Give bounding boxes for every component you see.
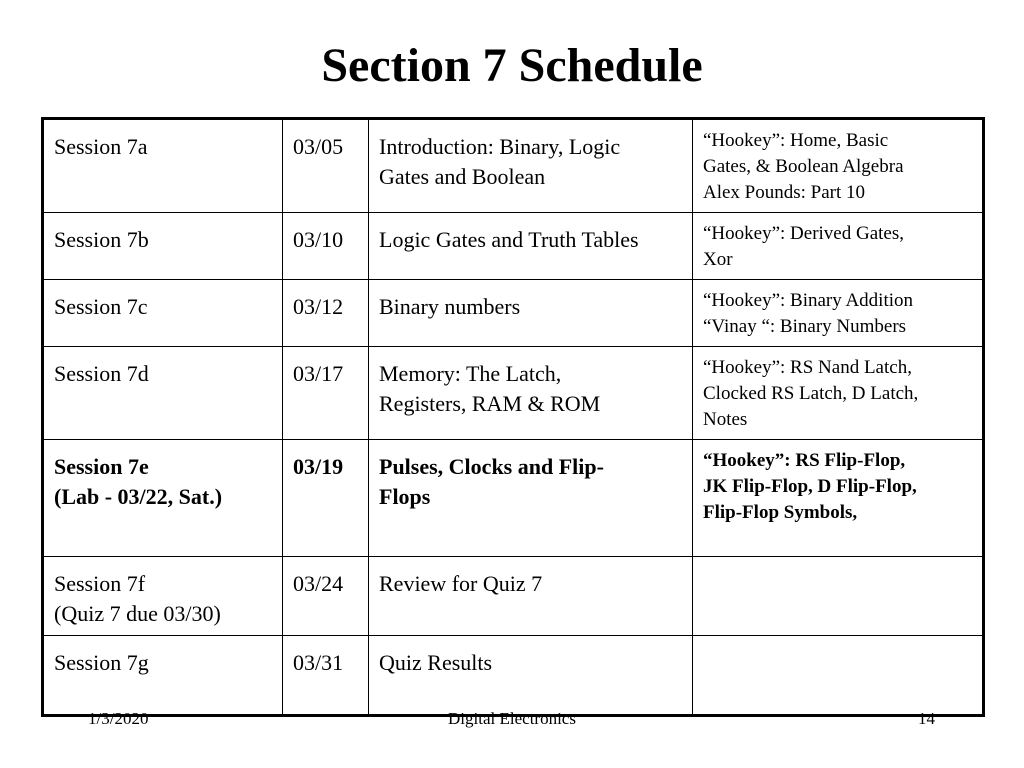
slide-title: Section 7 Schedule	[321, 39, 703, 92]
topic-cell: Review for Quiz 7	[369, 557, 693, 636]
footer-course-title: Digital Electronics	[448, 709, 576, 728]
notes-cell: “Hookey”: RS Flip-Flop, JK Flip-Flop, D Flip-Flop, Flip-Flop Symbols,	[693, 440, 984, 557]
topic-cell: Memory: The Latch, Registers, RAM & ROM	[369, 347, 693, 440]
date-cell: 03/24	[283, 557, 369, 636]
footer-page-number: 14	[918, 709, 935, 728]
date-cell: 03/05	[283, 119, 369, 213]
date-cell: 03/17	[283, 347, 369, 440]
table-row	[43, 347, 984, 440]
topic-cell: Logic Gates and Truth Tables	[369, 213, 693, 280]
session-cell: Session 7b	[43, 213, 283, 280]
topic-cell: Pulses, Clocks and Flip- Flops	[369, 440, 693, 557]
date-cell: 03/12	[283, 280, 369, 347]
table-row	[43, 119, 984, 213]
notes-cell: “Hookey”: Derived Gates, Xor	[693, 213, 984, 280]
notes-cell: “Hookey”: RS Nand Latch, Clocked RS Latch, D Latch, Notes	[693, 347, 984, 440]
date-cell: 03/31	[283, 636, 369, 716]
session-cell: Session 7c	[43, 280, 283, 347]
session-cell: Session 7f (Quiz 7 due 03/30)	[43, 557, 283, 636]
session-cell: Session 7a	[43, 119, 283, 213]
notes-cell	[693, 557, 984, 636]
session-cell: Session 7d	[43, 347, 283, 440]
session-cell: Session 7e (Lab - 03/22, Sat.)	[43, 440, 283, 557]
table-row	[43, 557, 984, 636]
notes-cell: “Hookey”: Home, Basic Gates, & Boolean Algebra Alex Pounds: Part 10	[693, 119, 984, 213]
schedule-table	[41, 117, 985, 717]
date-cell: 03/10	[283, 213, 369, 280]
session-cell: Session 7g	[43, 636, 283, 716]
topic-cell: Binary numbers	[369, 280, 693, 347]
footer-date: 1/3/2020	[88, 709, 149, 728]
date-cell: 03/19	[283, 440, 369, 557]
topic-cell: Quiz Results	[369, 636, 693, 716]
notes-cell	[693, 636, 984, 716]
table-row	[43, 636, 984, 716]
table-row	[43, 213, 984, 280]
topic-cell: Introduction: Binary, Logic Gates and Boolean	[369, 119, 693, 213]
notes-cell: “Hookey”: Binary Addition “Vinay “: Binary Numbers	[693, 280, 984, 347]
table-row	[43, 440, 984, 557]
table-row	[43, 280, 984, 347]
